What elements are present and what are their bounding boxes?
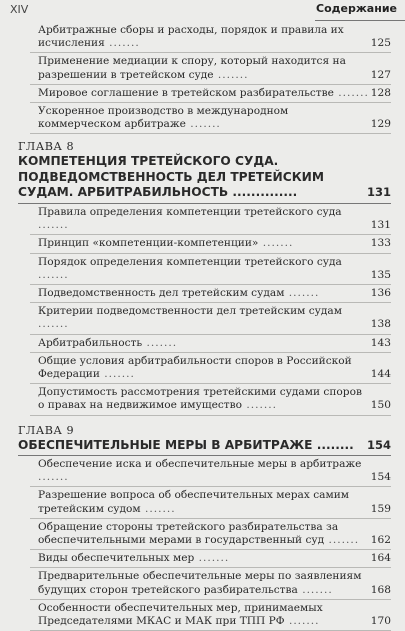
toc-entry-title: Виды обеспечительных мер	[38, 552, 195, 565]
dot-leader: ........	[312, 437, 354, 452]
chapter-page: 131	[366, 185, 391, 200]
toc-entry-page: 150	[370, 399, 391, 412]
toc-entry[interactable]	[30, 568, 391, 599]
dot-leader: .......	[297, 583, 333, 596]
toc-entry[interactable]	[30, 254, 391, 285]
top-entries	[0, 22, 405, 134]
toc-entry-title: Предварительные обеспечительные меры по заявлениям будущих сторон третейского разбирательства	[38, 570, 362, 596]
dot-leader: .......	[38, 268, 69, 281]
dot-leader: .......	[38, 471, 69, 484]
dot-leader: .......	[142, 336, 178, 349]
toc-entry[interactable]	[30, 600, 391, 631]
toc-entry-title: Арбитрабильность	[38, 336, 143, 349]
toc-entry-title: Общие условия арбитрабильности споров в Российской Федерации	[38, 354, 352, 380]
dot-leader: .......	[324, 534, 360, 547]
toc-entry-page: 143	[370, 336, 391, 349]
toc-entry-title: Правила определения компетенции третейского суда	[38, 205, 342, 218]
toc-entry[interactable]	[30, 550, 391, 568]
running-title: Содержание	[316, 2, 397, 15]
toc-entry-page: 154	[370, 471, 391, 484]
toc-entry[interactable]	[30, 85, 391, 103]
chapter-title-text: ОБЕСПЕЧИТЕЛЬНЫЕ МЕРЫ В АРБИТРАЖЕ	[18, 437, 313, 452]
dot-leader: .......	[104, 37, 140, 50]
chapter-9	[18, 418, 391, 457]
chapter-8	[18, 134, 391, 204]
toc-entry-title: Применение медиации к спору, который находится на разрешении в третейском суде	[38, 55, 346, 81]
toc-entry-title: Принцип «компетенции-компетенции»	[38, 237, 259, 250]
dot-leader: .......	[333, 86, 369, 99]
toc-entry-title: Мировое соглашение в третейском разбирательстве	[38, 86, 334, 99]
toc-entry[interactable]	[30, 384, 391, 415]
toc-entry-title: Ускоренное производство в международном коммерческом арбитраже	[38, 105, 289, 131]
chapter-8-entries	[0, 204, 405, 416]
toc-entry-page: 128	[370, 86, 391, 99]
dot-leader: .......	[213, 68, 249, 81]
toc-entry[interactable]	[30, 204, 391, 235]
toc-entry-page: 133	[370, 237, 391, 250]
toc-entry[interactable]	[30, 285, 391, 303]
dot-leader: ..............	[228, 185, 298, 200]
chapter-title[interactable]	[18, 154, 391, 204]
page-number: XIV	[10, 3, 29, 16]
toc-entry-title: Разрешение вопроса об обеспечительных мерах самим третейским судом	[38, 489, 350, 515]
dot-leader: .......	[140, 502, 176, 515]
dot-leader: .......	[38, 219, 69, 232]
chapter-label: ГЛАВА 8	[18, 140, 75, 154]
toc-entry-title: Подведомственность дел третейским судам	[38, 286, 285, 299]
toc-entry-page: 170	[370, 615, 391, 628]
dot-leader: .......	[284, 286, 320, 299]
toc-entry-page: 135	[370, 268, 391, 281]
dot-leader: .......	[242, 399, 277, 412]
toc-entry-page: 164	[370, 552, 391, 565]
toc-entry-title: Критерии подведомственности дел третейским судам	[38, 305, 342, 318]
toc-entry-page: 127	[370, 68, 391, 81]
toc-entry-title: Арбитражные сборы и расходы, порядок и правила их исчисления	[38, 24, 344, 50]
dot-leader: .......	[99, 367, 135, 380]
toc-entry-page: 162	[370, 534, 391, 547]
toc-entry-title: Допустимость рассмотрения третейскими судами споров о правах на недвижимое имущество	[38, 386, 362, 412]
chapter-title[interactable]	[18, 438, 391, 457]
toc-entry-page: 159	[370, 502, 391, 515]
header-rule	[315, 20, 405, 21]
toc-entry-page: 129	[370, 118, 391, 131]
dot-leader: .......	[284, 615, 320, 628]
toc-entry[interactable]	[30, 53, 391, 84]
toc-entry[interactable]	[30, 103, 391, 134]
toc-entry-page: 138	[370, 318, 391, 331]
toc-entry[interactable]	[30, 22, 391, 53]
toc-entry[interactable]	[30, 487, 391, 518]
page-header	[0, 0, 405, 22]
toc-entry[interactable]	[30, 519, 391, 550]
chapter-page: 154	[366, 437, 391, 452]
toc-entry[interactable]	[30, 456, 391, 487]
toc-entry-page: 131	[370, 219, 391, 232]
dot-leader: .......	[185, 118, 221, 131]
dot-leader: .......	[194, 552, 230, 565]
toc-entry-title: Обращение стороны третейского разбирательства за обеспечительными мерами в государственный суд	[38, 520, 339, 547]
toc-entry[interactable]	[30, 303, 391, 334]
chapter-title-text: КОМПЕТЕНЦИЯ ТРЕТЕЙСКОГО СУДА. ПОДВЕДОМСТВЕННОСТЬ ДЕЛ ТРЕТЕЙСКИМ СУДАМ. АРБИТРАБИЛЬНОСТЬ	[18, 154, 324, 200]
toc-entry[interactable]	[30, 353, 391, 384]
toc-entry-page: 144	[370, 367, 391, 380]
dot-leader: .......	[38, 318, 69, 331]
chapter-9-entries	[0, 456, 405, 631]
toc-entry-page: 136	[370, 286, 391, 299]
dot-leader: .......	[258, 237, 294, 250]
toc-entry-page: 168	[370, 583, 391, 596]
toc-entry-title: Обеспечение иска и обеспечительные меры в арбитраже	[38, 458, 362, 471]
table-of-contents	[0, 22, 405, 631]
toc-entry-title: Особенности обеспечительных мер, принимаемых Председателями МКАС и МАК при ТПП РФ	[38, 601, 323, 628]
chapter-label: ГЛАВА 9	[18, 423, 75, 437]
toc-entry-page: 125	[370, 37, 391, 50]
toc-entry-title: Порядок определения компетенции третейского суда	[38, 255, 342, 268]
toc-entry[interactable]	[30, 335, 391, 353]
toc-entry[interactable]	[30, 235, 391, 253]
